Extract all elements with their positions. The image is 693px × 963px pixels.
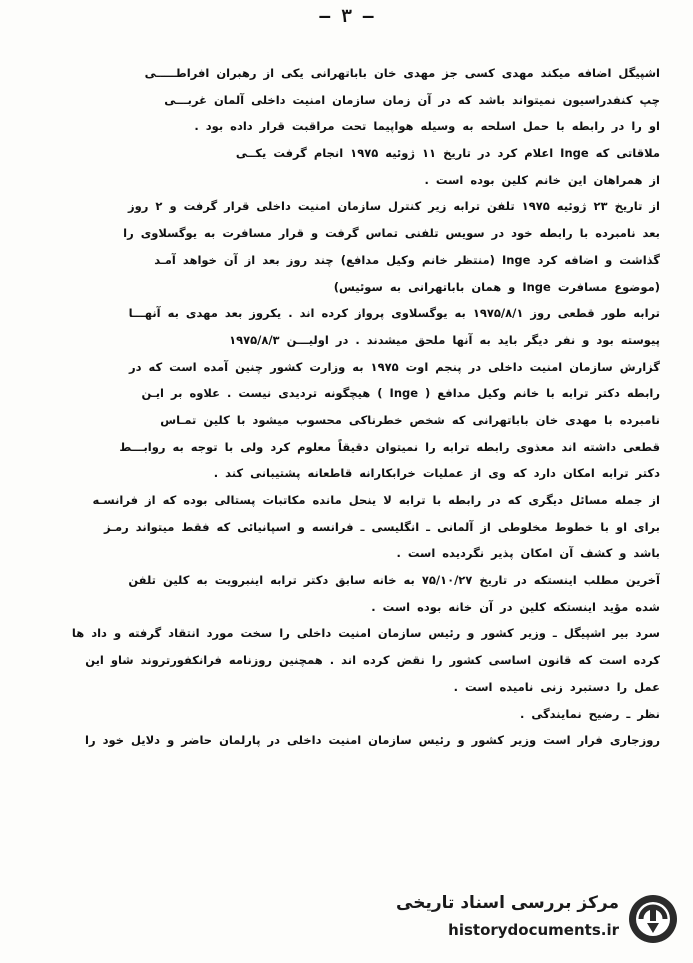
text-line: او را در رابطه با حمل اسلحه به وسیله هواپیما تحت مراقبت قرار داده بود .	[194, 119, 660, 134]
text-line: برای او با خطوط مخلوطی از آلمانی ـ انگلیسی ـ فرانسه و اسپانیائی که فقط میتواند رمـز	[103, 519, 660, 534]
text-line: شده مؤید اینستکه کلین در آن خانه بوده است .	[371, 599, 660, 614]
watermark-title: مرکز بررسی اسناد تاریخی	[396, 893, 619, 913]
text-line: دکتر ترابه امکان دارد که وی از عملیات خرابکارانه قاطعانه پشتیبانی کند .	[213, 466, 660, 481]
text-line: آخرین مطلب اینستکه در تاریخ ۷۵/۱۰/۲۷ به خانه سابق دکتر ترابه اینبرویت به کلین تلفن	[128, 573, 660, 588]
text-line: بعد نامبرده با رابطه خود در سویس تلفنی تماس گرفت و قرار مسافرت به یوگسلاوی را	[123, 226, 660, 241]
text-line: از تاریخ ۲۳ ژوئیه ۱۹۷۵ تلفن ترابه زیر کنترل سازمان امنیت داخلی قرار گرفت و ۲ روز	[128, 199, 660, 214]
text-line: قطعی داشته اند معذوی رابطه ترابه را نمیتوان دقیقاً معلوم کرد ولی با توجه به روابـــط	[119, 439, 660, 454]
archive-watermark	[379, 889, 679, 951]
text-line: کرده است که قانون اساسی کشور را نقض کرده اند . همچنین روزنامه فرانکفورتروند شاو این	[85, 653, 660, 668]
text-line: ملاقاتی که Inge اعلام کرد در تاریخ ۱۱ ژوئیه ۱۹۷۵ انجام گرفت یکــی	[235, 146, 660, 161]
text-line: گزارش سازمان امنیت داخلی در پنجم اوت ۱۹۷۵ به وزارت کشور چنین آمده است که در	[128, 359, 660, 374]
text-line: رابطه دکتر ترابه با خانم وکیل مدافع ( Inge ) هیچگونه تردیدی نیست . علاوه بر ایـن	[141, 386, 660, 401]
history-documents-logo-icon	[627, 893, 679, 945]
text-line: سرد بیر اشپیگل ـ وزیر کشور و رئیس سازمان امنیت داخلی را سخت مورد انتقاد گرفته و داد ها	[71, 626, 660, 641]
text-line: نظر ـ رضیح نمایندگی .	[519, 706, 660, 721]
text-line: عمل را دستبرد زنی نامیده است .	[453, 679, 660, 694]
page-number: — ٣ —	[319, 6, 374, 27]
text-line: پیوسته بود و نفر دیگر باید به آنها ملحق میشدند . در اولیـــن ۱۹۷۵/۸/۳	[229, 332, 660, 347]
text-line: ترابه طور قطعی روز ۱۹۷۵/۸/۱ به یوگسلاوی پرواز کرده اند . یکروز بعد مهدی به آنهـــا	[128, 306, 660, 321]
text-line: چپ کنفدراسیون نمیتواند باشد که در آن زمان سازمان امنیت داخلی آلمان غربـــی	[164, 92, 660, 107]
text-line: (موضوع مسافرت Inge و همان باباتهرانی به سوئیس)	[333, 279, 660, 294]
text-line: از جمله مسائل دیگری که در رابطه با ترابه لا ینحل مانده مکاتبات پستالی بوده که از فرانسـه	[92, 493, 660, 507]
text-line: نامبرده با مهدی خان باباتهرانی که شخص خطرناکی محسوب میشود با کلین تمـاس	[160, 412, 660, 427]
text-line: گذاشت و اضافه کرد Inge (منتظر خانم وکیل مدافع) چند روز بعد از آن خواهد آمـد	[154, 252, 660, 267]
text-line: از همراهان این خانم کلین بوده است .	[424, 172, 660, 187]
text-line: اشپیگل اضافه میکند مهدی کسی جز مهدی خان باباتهرانی یکی از رهبران افراطـــــی	[144, 66, 660, 80]
watermark-url: historydocuments.ir	[448, 921, 619, 939]
text-line: باشد و کشف آن امکان پذیر نگردیده است .	[396, 546, 660, 561]
document-body	[40, 60, 660, 754]
text-line: روزجاری فرار است وزیر کشور و رئیس سازمان امنیت داخلی در پارلمان حاضر و دلایل خود را	[85, 733, 660, 748]
